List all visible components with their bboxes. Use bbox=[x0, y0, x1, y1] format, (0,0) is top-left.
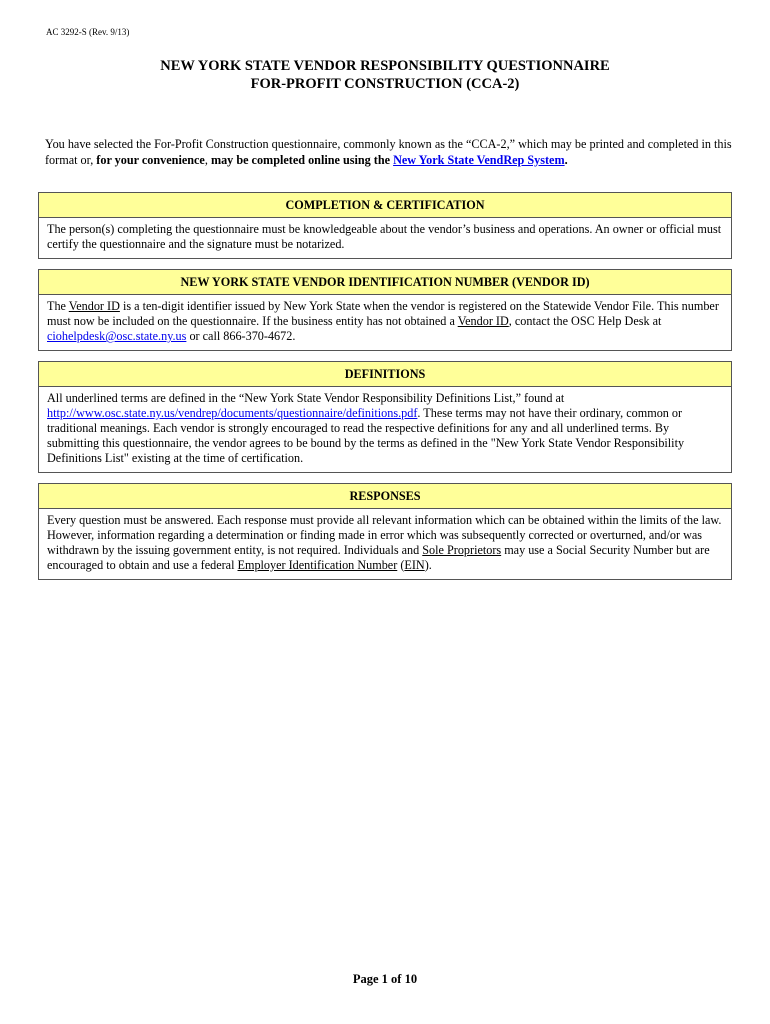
term-employer-identification-number: Employer Identification Number bbox=[237, 558, 398, 572]
term-vendor-id: Vendor ID bbox=[68, 299, 120, 313]
section-body bbox=[39, 509, 731, 579]
section-header: RESPONSES bbox=[39, 484, 731, 509]
intro-text-1: You have selected the For-Profit Construction questionnaire, commonly known as the “CCA-2,” which may be printed and completed in this format or, bbox=[45, 137, 732, 167]
intro-bold-1: for your convenience bbox=[96, 152, 205, 167]
text: is a ten-digit identifier issued by New York State when the vendor is registered on the Statewide Vendor File. This number must now be included on the questionnaire. If the business entity has not obtained a bbox=[47, 299, 719, 328]
section-header: COMPLETION & CERTIFICATION bbox=[39, 193, 731, 218]
text: ( bbox=[397, 558, 405, 572]
text: Every question must be answered. Each response must provide all relevant information which can be obtained within the limits of the law. However, information regarding a determination or finding made in error which was subsequently corrected or overturned, and/or was withdrawn by the issuing government entity, is not required. Individuals and bbox=[47, 513, 722, 557]
text: . These terms may not have their ordinary, common or traditional meanings. Each vendor is strongly encouraged to read the respective definitions for any and all underlined terms. By submitting this questionnaire, the vendor agrees to be bound by the terms as defined in the "New York State Vendor Responsibility Definitions List" existing at the time of certification. bbox=[47, 406, 685, 465]
section-body bbox=[39, 387, 731, 472]
intro-text-2: , bbox=[204, 152, 211, 167]
section-header: NEW YORK STATE VENDOR IDENTIFICATION NUMBER (VENDOR ID) bbox=[39, 270, 731, 295]
form-number: AC 3292-S (Rev. 9/13) bbox=[46, 27, 130, 37]
term-sole-proprietors: Sole Proprietors bbox=[422, 543, 502, 557]
intro-paragraph bbox=[45, 137, 735, 168]
definitions-section bbox=[38, 361, 732, 473]
text: may use a Social Security Number but are encouraged to obtain and use a federal bbox=[47, 543, 710, 572]
page-number: Page 1 of 10 bbox=[352, 972, 418, 986]
vendrep-system-link[interactable]: New York State VendRep System bbox=[393, 152, 565, 167]
intro-end: . bbox=[564, 152, 568, 167]
text: , contact the OSC Help Desk at bbox=[508, 314, 662, 328]
completion-certification-section bbox=[38, 192, 732, 259]
section-body: The person(s) completing the questionnaire must be knowledgeable about the vendor’s business and operations. An owner or official must certify the questionnaire and the signature must be notarized. bbox=[47, 222, 722, 251]
term-ein: EIN bbox=[404, 558, 425, 572]
term-vendor-id: Vendor ID bbox=[457, 314, 509, 328]
vendor-id-section bbox=[38, 269, 732, 351]
section-body bbox=[39, 295, 731, 350]
page-title bbox=[0, 57, 770, 93]
text: or call 866-370-4672. bbox=[186, 329, 296, 343]
title-line-2: FOR-PROFIT CONSTRUCTION (CCA-2) bbox=[250, 76, 520, 92]
text: All underlined terms are defined in the “New York State Vendor Responsibility Definitions List,” found at bbox=[47, 391, 565, 405]
intro-bold-2: may be completed online using the bbox=[210, 152, 394, 167]
definitions-url-link[interactable]: http://www.osc.state.ny.us/vendrep/documents/questionnaire/definitions.pdf bbox=[47, 406, 418, 420]
text: ). bbox=[424, 558, 432, 572]
text: The bbox=[47, 299, 69, 313]
section-header: DEFINITIONS bbox=[39, 362, 731, 387]
title-line-1: NEW YORK STATE VENDOR RESPONSIBILITY QUESTIONNAIRE bbox=[160, 58, 610, 74]
help-desk-email-link[interactable]: ciohelpdesk@osc.state.ny.us bbox=[47, 329, 187, 343]
responses-section bbox=[38, 483, 732, 580]
